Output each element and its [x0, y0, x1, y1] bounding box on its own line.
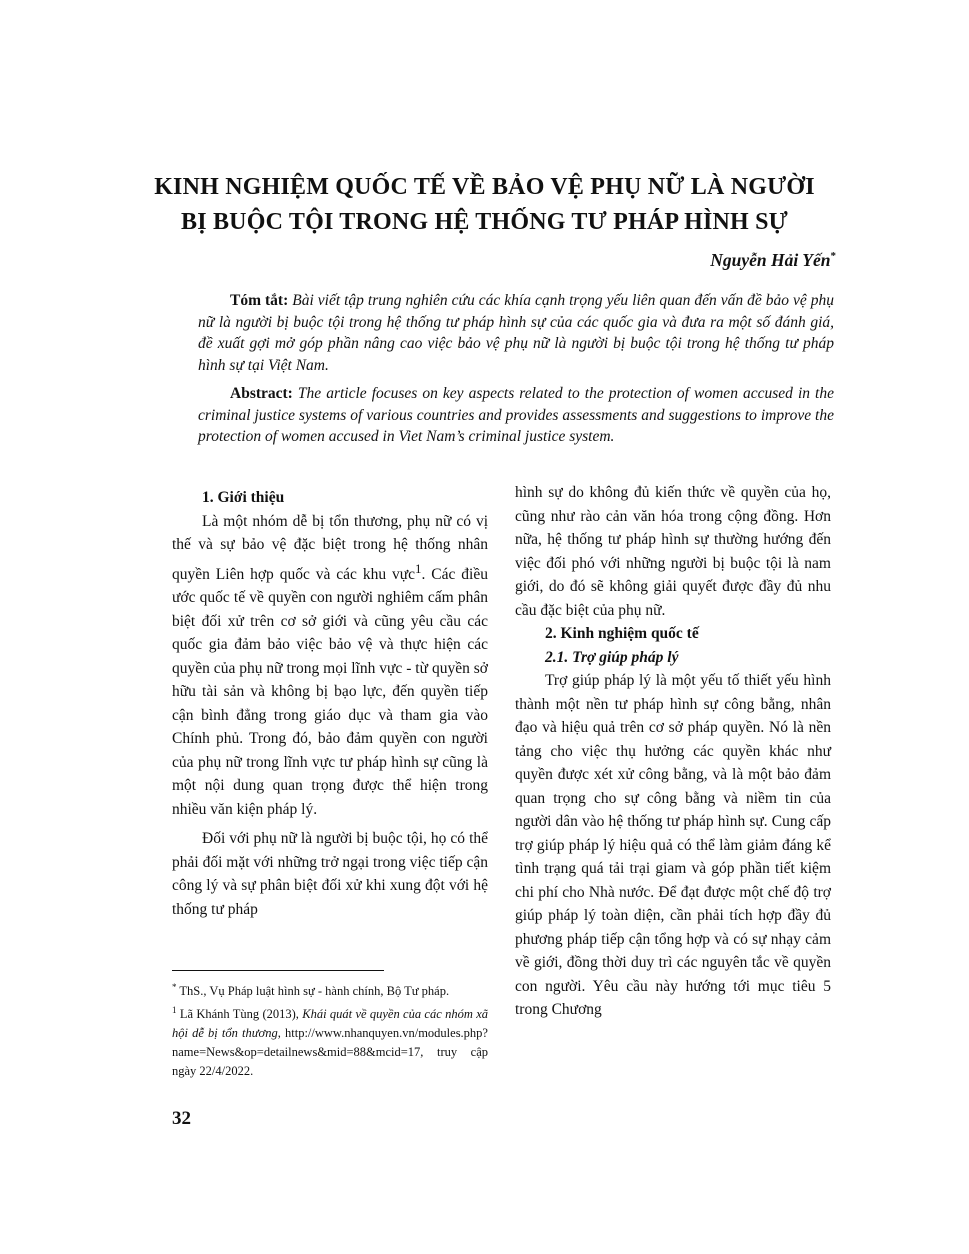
footnote-author-text: ThS., Vụ Pháp luật hình sự - hành chính, Bộ Tư pháp. — [176, 984, 450, 999]
abstract-english — [198, 383, 834, 448]
footnote-1-title: Khái quát về quyền của các nhóm xã hội dễ bị tổn thương — [172, 1007, 488, 1041]
footnotes — [172, 978, 488, 1081]
title-line-1: KINH NGHIỆM QUỐC TẾ VỀ BẢO VỆ PHỤ NỮ LÀ NGƯỜI — [154, 174, 815, 200]
footnote-author-mark: * — [172, 982, 177, 992]
abstract-vi-label: Tóm tắt: — [230, 292, 289, 309]
abstract-en-text: The article focuses on key aspects related to the protection of women accused in the criminal justice systems of various countries and provides assessments and suggestions to improve the protection of women accused in Viet Nam’s criminal justice system. — [198, 385, 834, 445]
footnote-1-mark: 1 — [172, 1005, 177, 1016]
right-column — [515, 481, 831, 1022]
abstract-vi-text: Bài viết tập trung nghiên cứu các khía cạnh trọng yếu liên quan đến vấn đề bảo vệ phụ nữ là người bị buộc tội trong hệ thống tư pháp hình sự của các quốc gia và đưa ra một số đánh giá, đề xuất gợi mở góp phần nâng cao việc bảo vệ phụ nữ là người bị buộc tội trong hệ thống tư pháp hình sự tại Việt Nam. — [198, 292, 834, 374]
footnote-author — [172, 978, 488, 1001]
article-title — [120, 170, 849, 240]
abstract-en-label: Abstract: — [230, 385, 293, 402]
section-heading-introduction: 1. Giới thiệu — [202, 489, 285, 506]
abstract-vietnamese — [198, 290, 834, 376]
page-number: 32 — [172, 1108, 191, 1129]
intro-p1-part-b: . Các điều ước quốc tế về quyền con người nghiêm cấm phân biệt đối xử trên cơ sở giới và cũng yêu cầu các quốc gia đảm bảo việc bảo vệ và thực hiện các quyền của phụ nữ trong mọi lĩnh vực - từ quyền sở hữu tài sản và không bị bạo lực, đến quyền tiếp cận bình đẳng trong giáo dục và tham gia vào Chính phủ. Trong đó, bảo đảm quyền con người của phụ nữ trong lĩnh vực tư pháp hình sự cũng là một nội dung quan trọng được thể hiện trong nhiều văn kiện pháp lý. — [172, 565, 488, 818]
intro-paragraph-continued: hình sự do không đủ kiến thức về quyền của họ, cũng như rào cản văn hóa trong cộng đồng. Hơn nữa, hệ thống tư pháp hình sự thường hướng đến việc đối phó với những người bị buộc tội là nam giới, do đó sẽ không giải quyết được đầy đủ nhu cầu đặc biệt của phụ nữ. — [515, 484, 831, 619]
section-heading-international-experience: 2. Kinh nghiệm quốc tế — [545, 625, 699, 642]
footnote-1-author: Lã Khánh Tùng (2013), — [176, 1007, 303, 1022]
footnote-ref-1[interactable]: 1 — [415, 560, 422, 576]
footnote-separator — [172, 970, 384, 971]
legal-aid-paragraph: Trợ giúp pháp lý là một yếu tố thiết yếu hình thành một nền tư pháp hình sự công bằng, nhân đạo và hiệu quả trên cơ sở pháp quyền. Nó là nền tảng cho việc thụ hưởng các quyền khác như quyền được xét xử công bằng, và là một bảo đảm quan trọng cho sự công bằng và niềm tin của người dân vào hệ thống tư pháp hình sự. Cung cấp trợ giúp pháp lý hiệu quả có thể làm giảm đáng kể tình trạng quá tải trại giam và góp phần tiết kiệm chi phí cho Nhà nước. Để đạt được một chế độ trợ giúp pháp lý toàn diện, cần phải tích hợp đầy đủ phương pháp tiếp cận tổng hợp và có sự nhạy cảm về giới, đồng thời duy trì các nguyên tắc về quyền con người. Yêu cầu này hướng tới mục tiêu 5 trong Chương — [515, 672, 831, 1018]
author-footnote-mark: * — [830, 250, 836, 263]
author-text: Nguyễn Hải Yến — [710, 250, 831, 270]
subsection-heading-legal-aid: 2.1. Trợ giúp pháp lý — [545, 648, 679, 666]
footnote-1-rest: , http://www.nhanquyen.vn/modules.php?name=News&op=detailnews&mid=88&mcid=17, truy cập ngày 22/4/2022. — [172, 1026, 488, 1079]
intro-p1-part-a: Là một nhóm dễ bị tổn thương, phụ nữ có vị thế và sự bảo vệ đặc biệt trong hệ thống nhân quyền Liên hợp quốc và các khu vực — [172, 512, 488, 583]
left-column — [172, 486, 488, 921]
footnote-1 — [172, 1001, 488, 1081]
intro-paragraph-1 — [172, 510, 488, 822]
title-line-2: BỊ BUỘC TỘI TRONG HỆ THỐNG TƯ PHÁP HÌNH SỰ — [181, 209, 788, 235]
author-name — [710, 250, 836, 271]
intro-paragraph-2: Đối với phụ nữ là người bị buộc tội, họ có thể phải đối mặt với những trở ngại trong việc tiếp cận công lý và sự phân biệt đối xử khi xung đột với hệ thống tư pháp — [172, 830, 488, 918]
